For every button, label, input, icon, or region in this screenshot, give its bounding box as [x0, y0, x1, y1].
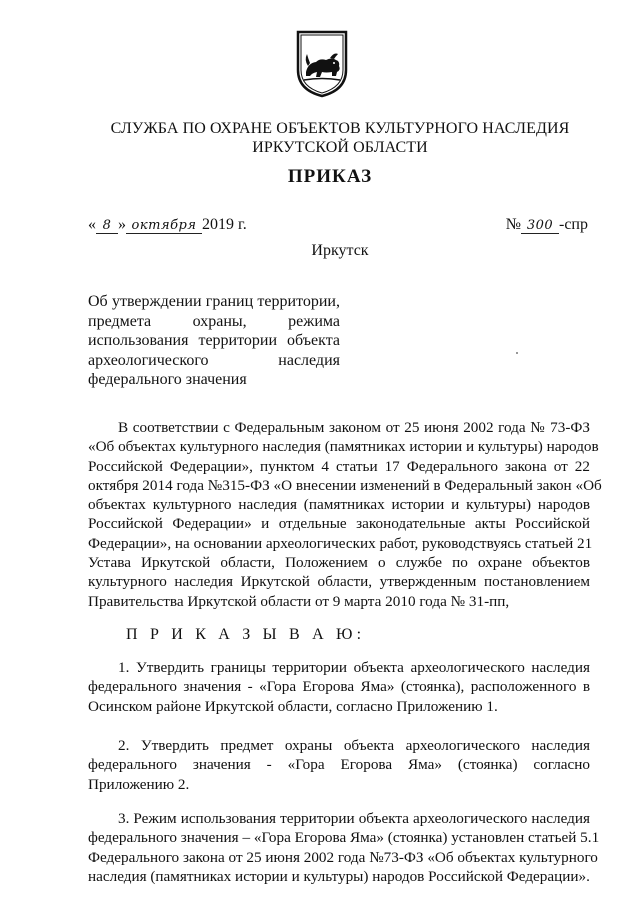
preamble-line: Федерации», на основании археологических работ, руководствуясь статьей 21: [88, 534, 593, 552]
irkutsk-coat-of-arms-icon: [296, 30, 348, 98]
item-line: 1. Утвердить границы территории объекта археологического наследия: [118, 659, 590, 676]
item-line: Приложению 2.: [88, 775, 190, 793]
scan-speck: [516, 352, 518, 354]
date-close-quote: »: [118, 216, 126, 233]
document-title: ПРИКАЗ: [287, 166, 373, 187]
item-line: наследия (памятниках истории и культуры) народов Российской Федерации».: [88, 867, 590, 885]
city-name: Иркутск: [311, 242, 369, 259]
item-line: федерального значения - «Гора Егорова Яма» (стоянка) согласно: [88, 756, 590, 774]
organization-name-line-2: ИРКУТСКОЙ ОБЛАСТИ: [252, 139, 428, 156]
document-number: [506, 216, 588, 234]
preamble-line: октября 2014 года №315-ФЗ «О внесении изменений в Федеральный закон «Об: [88, 476, 602, 494]
preamble-line: Правительства Иркутской области от 9 марта 2010 года № 31-пп,: [88, 592, 510, 610]
order-directive-word: П Р И К А З Ы В А Ю:: [126, 626, 366, 643]
subject-line: предмета охраны, режима: [88, 312, 340, 330]
subject-line: археологического наследия: [88, 351, 340, 369]
order-item-1: [88, 658, 590, 716]
date-year: 2019 г.: [202, 216, 247, 233]
organization-name-line-1: СЛУЖБА ПО ОХРАНЕ ОБЪЕКТОВ КУЛЬТУРНОГО НАСЛЕДИЯ: [110, 120, 570, 137]
item-line: 2. Утвердить предмет охраны объекта археологического наследия: [118, 737, 590, 754]
subject-line: Об утверждении границ территории,: [88, 293, 340, 310]
preamble-paragraph: [88, 418, 602, 611]
number-suffix: -спр: [559, 216, 588, 233]
preamble-line: В соответствии с Федеральным законом от 25 июня 2002 года № 73-ФЗ: [118, 419, 590, 436]
item-line: Осинском районе Иркутской области, согласно Приложению 1.: [88, 697, 498, 715]
date-day: 8: [96, 219, 118, 234]
preamble-line: объектах культурного наследия (памятниках истории и культуры) народов: [88, 496, 590, 514]
document-subject: [88, 292, 340, 390]
subject-line: использования территории объекта: [88, 332, 340, 349]
order-item-3: [88, 809, 600, 886]
item-line: федерального значения - «Гора Егорова Яма» (стоянка), расположенного в: [88, 678, 590, 696]
date-month: октября: [126, 219, 202, 234]
preamble-line: Устава Иркутской области, Положением о службе по охране объектов: [88, 554, 590, 572]
item-line: Федерального закона от 25 июня 2002 года №73-ФЗ «Об объектах культурного: [88, 848, 598, 866]
date-open-quote: «: [88, 216, 96, 233]
item-line: 3. Режим использования территории объекта археологического наследия: [118, 810, 590, 827]
order-item-2: [88, 736, 590, 794]
preamble-line: культурного наследия Иркутской области, утвержденным постановлением: [88, 573, 590, 591]
item-line: федерального значения – «Гора Егорова Яма» (стоянка) установлен статьей 5.1: [88, 829, 600, 847]
preamble-line: Российской Федерации» и отдельные законодательные акты Российской: [88, 515, 590, 533]
document-date: [88, 216, 247, 234]
subject-line: федерального значения: [88, 371, 247, 388]
preamble-line: «Об объектах культурного наследия (памятниках истории и культуры) народов: [88, 438, 599, 456]
preamble-line: Российской Федерации», пунктом 4 статьи 17 Федерального закона от 22: [88, 457, 590, 475]
number-prefix: №: [505, 216, 521, 233]
number-value: 300: [521, 219, 559, 234]
